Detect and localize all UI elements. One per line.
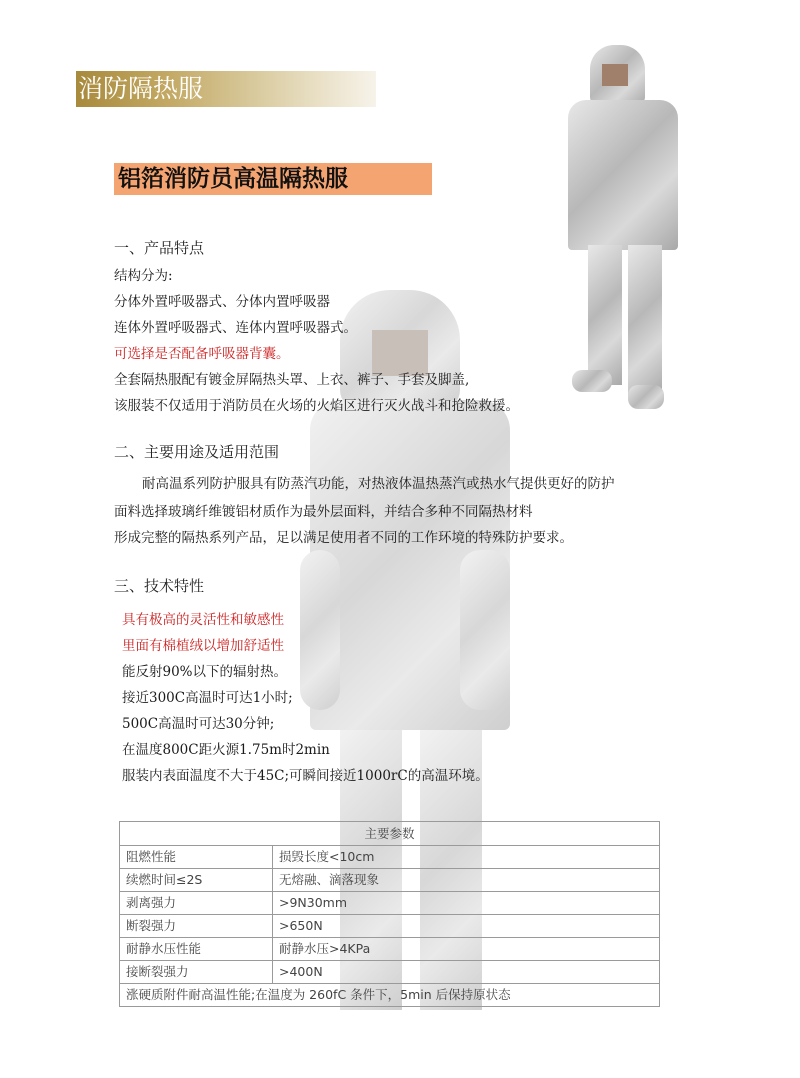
param-value: >9N30mm xyxy=(273,892,660,915)
section-heading-usage: 二、主要用途及适用范围 xyxy=(114,443,280,461)
param-name: 续燃时间≤2S xyxy=(120,869,273,892)
table-header-row xyxy=(120,822,660,846)
feature-line: 结构分为: xyxy=(114,268,173,284)
feature-line-highlight: 可选择是否配备呼吸器背囊。 xyxy=(114,346,290,362)
table-row xyxy=(120,961,660,984)
feature-line: 分体外置呼吸器式、分体内置呼吸器 xyxy=(114,294,330,310)
tech-line-highlight: 里面有棉植绒以增加舒适性 xyxy=(122,638,284,654)
spec-table xyxy=(119,821,660,1007)
feature-line: 该服装不仅适用于消防员在火场的火焰区进行灭火战斗和抢险救援。 xyxy=(114,398,519,414)
section-heading-features: 一、产品特点 xyxy=(114,239,205,257)
tech-line: 能反射90%以下的辐射热。 xyxy=(122,664,288,680)
param-name: 阻燃性能 xyxy=(120,846,273,869)
section-heading-tech: 三、技术特性 xyxy=(114,577,205,595)
param-value: 耐静水压>4KPa xyxy=(273,938,660,961)
param-name: 断裂强力 xyxy=(120,915,273,938)
table-row xyxy=(120,892,660,915)
suit-photo-small xyxy=(560,40,690,410)
param-name: 剥离强力 xyxy=(120,892,273,915)
product-title: 铝箔消防员高温隔热服 xyxy=(118,166,348,192)
tech-line: 500C高温时可达30分钟; xyxy=(122,716,275,732)
tech-line: 服装内表面温度不大于45C;可瞬间接近1000rC的高温环境。 xyxy=(122,768,489,784)
table-row xyxy=(120,869,660,892)
table-footer: 涨硬质附件耐高温性能;在温度为 260fC 条件下，5min 后保持原状态 xyxy=(120,984,660,1007)
tech-line: 接近300C高温时可达1小时; xyxy=(122,690,293,706)
usage-line: 耐高温系列防护服具有防蒸汽功能，对热液体温热蒸汽或热水气提供更好的防护 xyxy=(142,476,615,492)
feature-line: 连体外置呼吸器式、连体内置呼吸器式。 xyxy=(114,320,357,336)
param-value: 无熔融、滴落现象 xyxy=(273,869,660,892)
param-name: 接断裂强力 xyxy=(120,961,273,984)
tech-line: 在温度800C距火源1.75m时2min xyxy=(122,742,330,758)
table-footer-row xyxy=(120,984,660,1007)
param-value: >400N xyxy=(273,961,660,984)
table-row xyxy=(120,846,660,869)
usage-line: 形成完整的隔热系列产品，足以满足使用者不同的工作环境的特殊防护要求。 xyxy=(114,530,573,546)
tech-line-highlight: 具有极高的灵活性和敏感性 xyxy=(122,612,284,628)
banner-title: 消防隔热服 xyxy=(78,74,204,103)
usage-line: 面料选择玻璃纤维镀铝材质作为最外层面料，并结合多种不同隔热材料 xyxy=(114,504,533,520)
param-value: >650N xyxy=(273,915,660,938)
param-value: 损毁长度<10cm xyxy=(273,846,660,869)
table-title: 主要参数 xyxy=(120,822,660,846)
param-name: 耐静水压性能 xyxy=(120,938,273,961)
feature-line: 全套隔热服配有镀金屏隔热头罩、上衣、裤子、手套及脚盖, xyxy=(114,372,470,388)
table-row xyxy=(120,938,660,961)
table-row xyxy=(120,915,660,938)
